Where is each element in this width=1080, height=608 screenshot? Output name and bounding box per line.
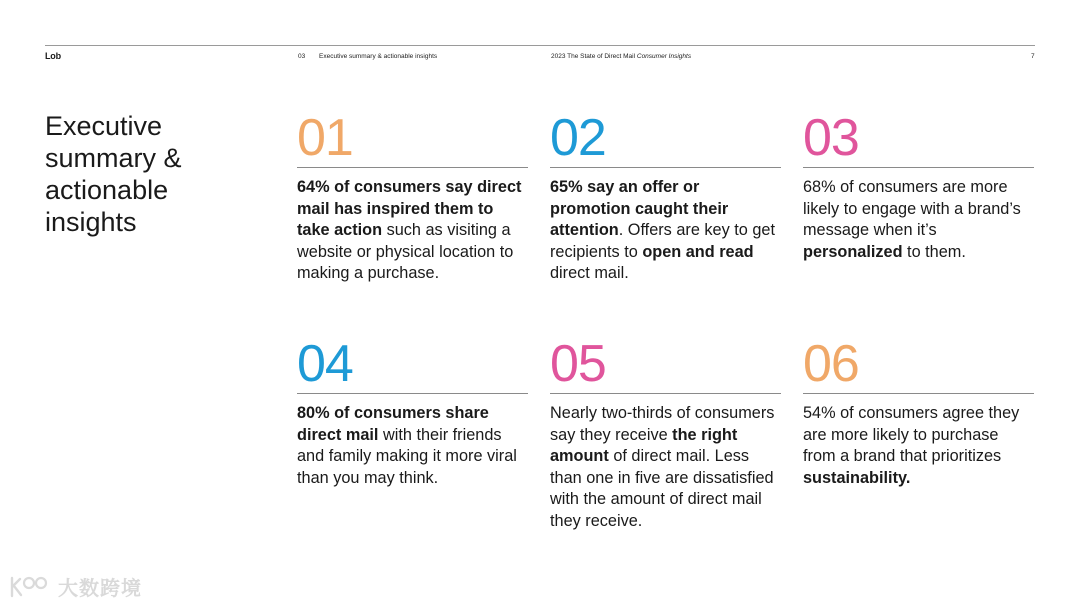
insight-text-bold: personalized	[803, 242, 903, 261]
insight-text-segment: . Offers are key to get recipients to	[550, 221, 775, 261]
insight-text-segment: Nearly two-thirds of consumers say they receive	[550, 404, 775, 444]
insight-rule	[803, 167, 1034, 168]
insight-rule	[297, 393, 528, 394]
insight-card	[550, 110, 781, 285]
insight-card	[297, 110, 528, 285]
watermark	[8, 572, 142, 601]
insight-text	[550, 177, 781, 285]
insight-card	[550, 336, 781, 533]
insight-rule	[803, 393, 1034, 394]
insight-text-segment: to them.	[902, 242, 966, 261]
page-code: 03	[298, 53, 306, 60]
insight-text-segment: 68% of consumers are more likely to engage with a brand’s message when it’s	[803, 178, 1021, 240]
page-title	[45, 110, 245, 238]
insight-text	[297, 177, 528, 285]
insight-text-bold: 64% of consumers say direct mail has inspired them to take action	[297, 178, 522, 240]
insight-card	[803, 110, 1034, 263]
page-title-line: actionable	[45, 175, 169, 205]
insight-text-segment: of direct mail. Less than one in five are dissatisfied with the amount of direct mail they receive.	[550, 447, 774, 530]
insight-number: 05	[550, 335, 606, 393]
insight-number: 01	[297, 109, 353, 167]
report-title-italic: Consumer Insights	[636, 53, 692, 60]
insight-text-bold: 80% of consumers share direct mail	[297, 404, 489, 444]
insight-number: 02	[550, 109, 606, 167]
insight-text-bold: the right amount	[550, 425, 738, 466]
insight-card	[297, 336, 528, 489]
insight-number: 04	[297, 335, 353, 393]
report-title	[551, 53, 691, 60]
insight-rule	[550, 393, 781, 394]
insight-rule	[550, 167, 781, 168]
insight-text	[803, 177, 1034, 263]
report-title-main: 2023 The State of Direct Mail	[551, 53, 636, 60]
insight-number: 06	[803, 335, 859, 393]
k-logo-icon	[8, 574, 52, 600]
insight-card	[803, 336, 1034, 489]
insight-text-segment: direct mail.	[550, 264, 629, 283]
insight-text	[803, 403, 1034, 489]
brand-logo: Lob	[45, 51, 61, 61]
insight-text-bold: 65% say an offer or promotion caught their attention	[550, 178, 729, 240]
section-label: Executive summary & actionable insights	[319, 53, 438, 60]
insight-text	[297, 403, 528, 489]
insight-text-bold: open and read	[642, 242, 754, 261]
page-title-line: summary &	[45, 143, 182, 173]
watermark-text: 大数跨境	[58, 578, 142, 600]
insight-text-segment: such as visiting a website or physical location to making a purchase.	[297, 221, 514, 283]
insight-text	[550, 403, 781, 533]
insight-rule	[297, 167, 528, 168]
page-title-line: Executive	[45, 111, 163, 141]
insight-text-segment: with their friends and family making it more viral than you may think.	[297, 425, 517, 487]
header-rule	[45, 45, 1035, 46]
page-number: 7	[1031, 53, 1035, 60]
insight-number: 03	[803, 109, 859, 167]
insight-text-segment: 54% of consumers agree they are more likely to purchase from a brand that prioritizes	[803, 404, 1020, 466]
insight-text-bold: sustainability.	[803, 468, 911, 487]
page-title-line: insights	[45, 207, 137, 237]
